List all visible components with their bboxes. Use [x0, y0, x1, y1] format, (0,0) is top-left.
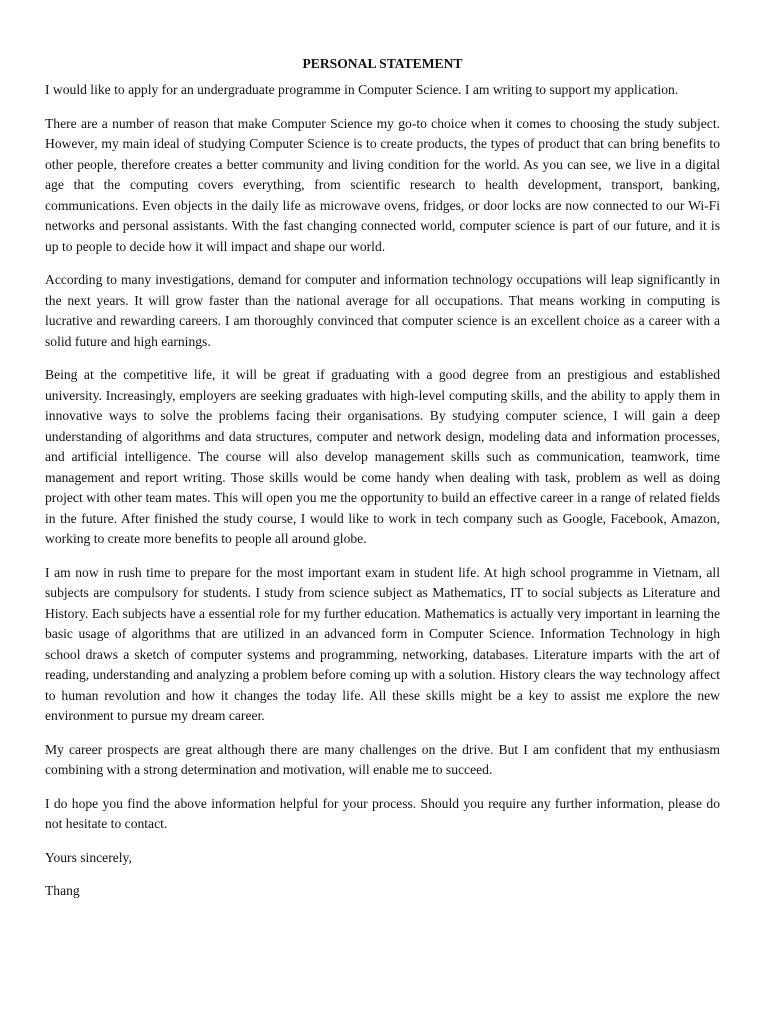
paragraph-university-goals: Being at the competitive life, it will be great if graduating with a good degree from an prestigious and established university. Increasingly, employers are seeking graduates with high-level computing skills, and the ability to apply them in innovative ways to solve the problems facing their organisations. By studying computer science, I will gain a deep understanding of algorithms and data structures, computer and network design, modeling data and information processes, and artificial intelligence. The course will also develop management skills such as communication, teamwork, time management and report writing. Those skills would be come handy when dealing with task, problem as well as doing project with other team mates. This will open you me the opportunity to build an effective career in a range of related fields in the future. After finished the study course, I would like to work in tech company such as Google, Facebook, Amazon, working to create more benefits to people all around globe. [45, 367, 720, 546]
paragraph-career-demand: According to many investigations, demand for computer and information technology occupations will leap significantly in the next years. It will grow faster than the national average for all occupations. That means working in computing is lucrative and rewarding careers. I am thoroughly convinced that computer science is an excellent choice as a career with a solid future and high earnings. [45, 272, 720, 349]
paragraph-intro: I would like to apply for an undergraduate programme in Computer Science. I am writing to support my application. [45, 82, 679, 97]
paragraph-conclusion: I do hope you find the above information helpful for your process. Should you require any further information, please do not hesitate to contact. [45, 795, 720, 831]
paragraph-prospects: My career prospects are great although there are many challenges on the drive. But I am confident that my enthusiasm combining with a strong determination and motivation, will enable me to succeed. [45, 741, 720, 777]
signature-name: Thang [45, 883, 80, 898]
paragraph-motivation: There are a number of reason that make Computer Science my go-to choice when it comes to choosing the study subject. However, my main ideal of studying Computer Science is to create products, the types of product that can bring benefits to other people, therefore creates a better community and living condition for the world. As you can see, we live in a digital age that the computing covers everything, from scientific research to health development, transport, banking, communications. Even objects in the daily life as microwave ovens, fridges, or door locks are now connected to our Wi-Fi networks and personal assistants. With the fast changing connected world, computer science is part of our future, and it is up to people to decide how it will impact and shape our world. [45, 115, 720, 254]
document-title: PERSONAL STATEMENT [302, 56, 463, 71]
closing-salutation: Yours sincerely, [45, 849, 132, 865]
paragraph-education-background: I am now in rush time to prepare for the most important exam in student life. At high school programme in Vietnam, all subjects are compulsory for students. I study from science subject as Mathematics, IT to social subjects as Literature and History. Each subjects have a essential role for my further education. Mathematics is actually very important in learning the basic usage of algorithms that are utilized in an advanced form in Computer Science. Information Technology in high school draws a sketch of computer systems and programming, networking, databases. Literature imparts with the art of reading, understanding and analyzing a problem before coming up with a solution. History clears the way technology affect to human revolution and how it changes the today life. All these skills might be a key to assist me explore the new environment to pursue my dream career. [45, 564, 720, 723]
